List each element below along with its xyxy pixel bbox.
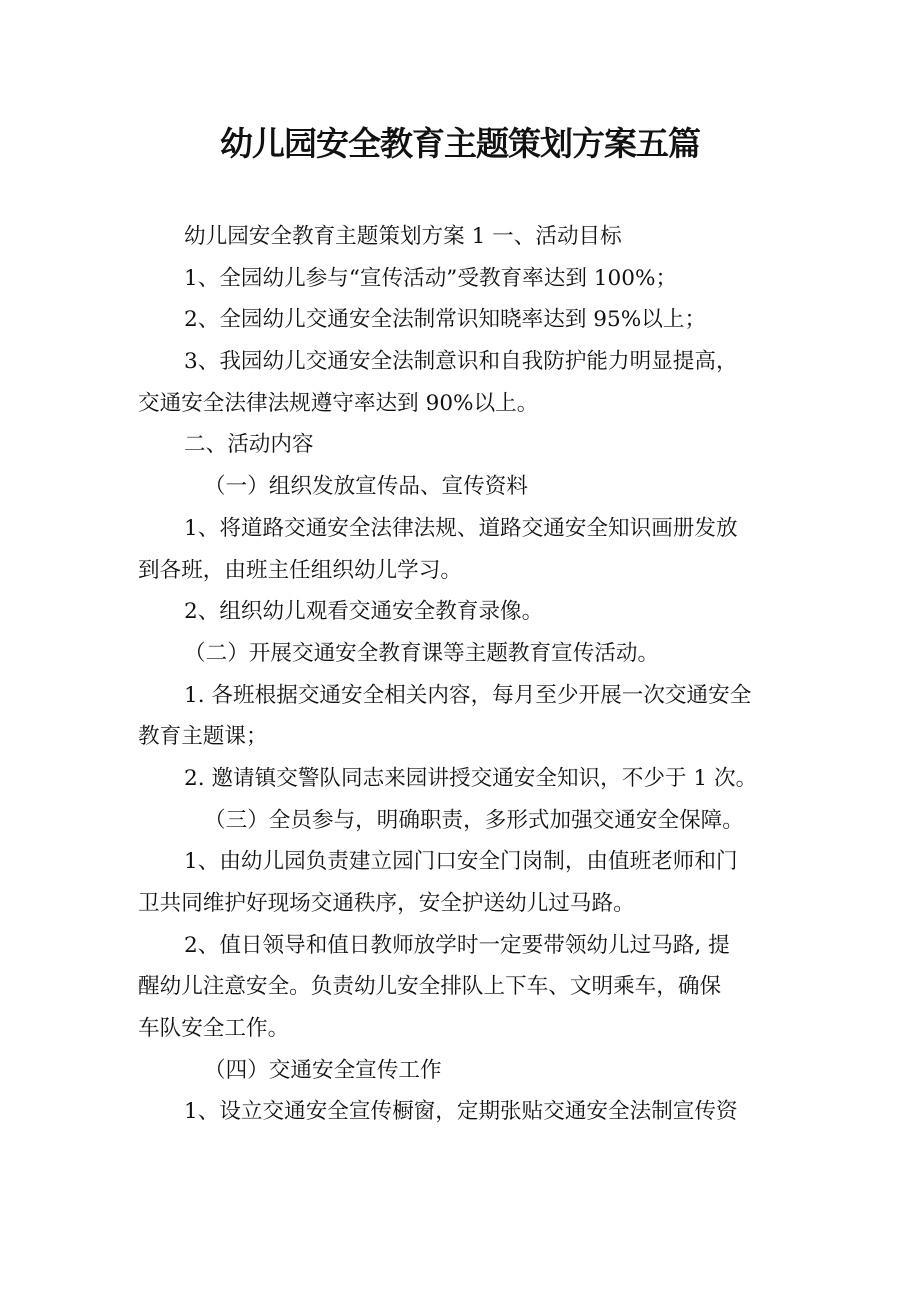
paragraph-line: 2. 邀请镇交警队同志来园讲授交通安全知识，不少于 1 次。 <box>184 765 758 791</box>
subsection-heading: （二）开展交通安全教育课等主题教育宣传活动。 <box>184 640 660 666</box>
paragraph-line: 1、设立交通安全宣传橱窗，定期张贴交通安全法制宣传资 <box>184 1099 738 1125</box>
paragraph-line: 2、组织幼儿观看交通安全教育录像。 <box>184 599 544 625</box>
paragraph-line: 幼儿园安全教育主题策划方案 1 一、活动目标 <box>184 224 622 249</box>
document-body <box>138 216 788 1133</box>
paragraph-line: 1、由幼儿园负责建立园门口安全门岗制，由值班老师和门 <box>184 849 738 875</box>
paragraph-line: 1、将道路交通安全法律法规、道路交通安全知识画册发放 <box>184 515 738 541</box>
document-title: 幼儿园安全教育主题策划方案五篇 <box>220 124 700 163</box>
paragraph-line: 3、我园幼儿交通安全法制意识和自我防护能力明显提高， <box>184 349 738 375</box>
paragraph-line: 到各班，由班主任组织幼儿学习。 <box>138 557 462 583</box>
subsection-heading: （一）组织发放宣传品、宣传资料 <box>204 474 528 500</box>
paragraph-line: 卫共同维护好现场交通秩序，安全护送幼儿过马路。 <box>138 891 635 916</box>
paragraph-line: 交通安全法律法规遵守率达到 90%以上。 <box>138 390 539 416</box>
paragraph-line: 教育主题课； <box>138 724 268 750</box>
paragraph-line: 1. 各班根据交通安全相关内容，每月至少开展一次交通安全 <box>184 682 752 708</box>
paragraph-line: 2、全园幼儿交通安全法制常识知晓率达到 95%以上； <box>184 307 707 333</box>
subsection-heading: （四）交通安全宣传工作 <box>204 1057 442 1083</box>
section-heading: 二、活动内容 <box>184 432 314 458</box>
paragraph-line: 车队安全工作。 <box>138 1016 290 1042</box>
paragraph-line: 2、值日领导和值日教师放学时一定要带领幼儿过马路, 提 <box>184 932 730 958</box>
paragraph-line: 1、全园幼儿参与“宣传活动”受教育率达到 100%； <box>184 265 678 291</box>
subsection-heading: （三）全员参与，明确职责，多形式加强交通安全保障。 <box>204 807 744 833</box>
paragraph-line: 醒幼儿注意安全。负责幼儿安全排队上下车、文明乘车，确保 <box>138 974 722 1000</box>
